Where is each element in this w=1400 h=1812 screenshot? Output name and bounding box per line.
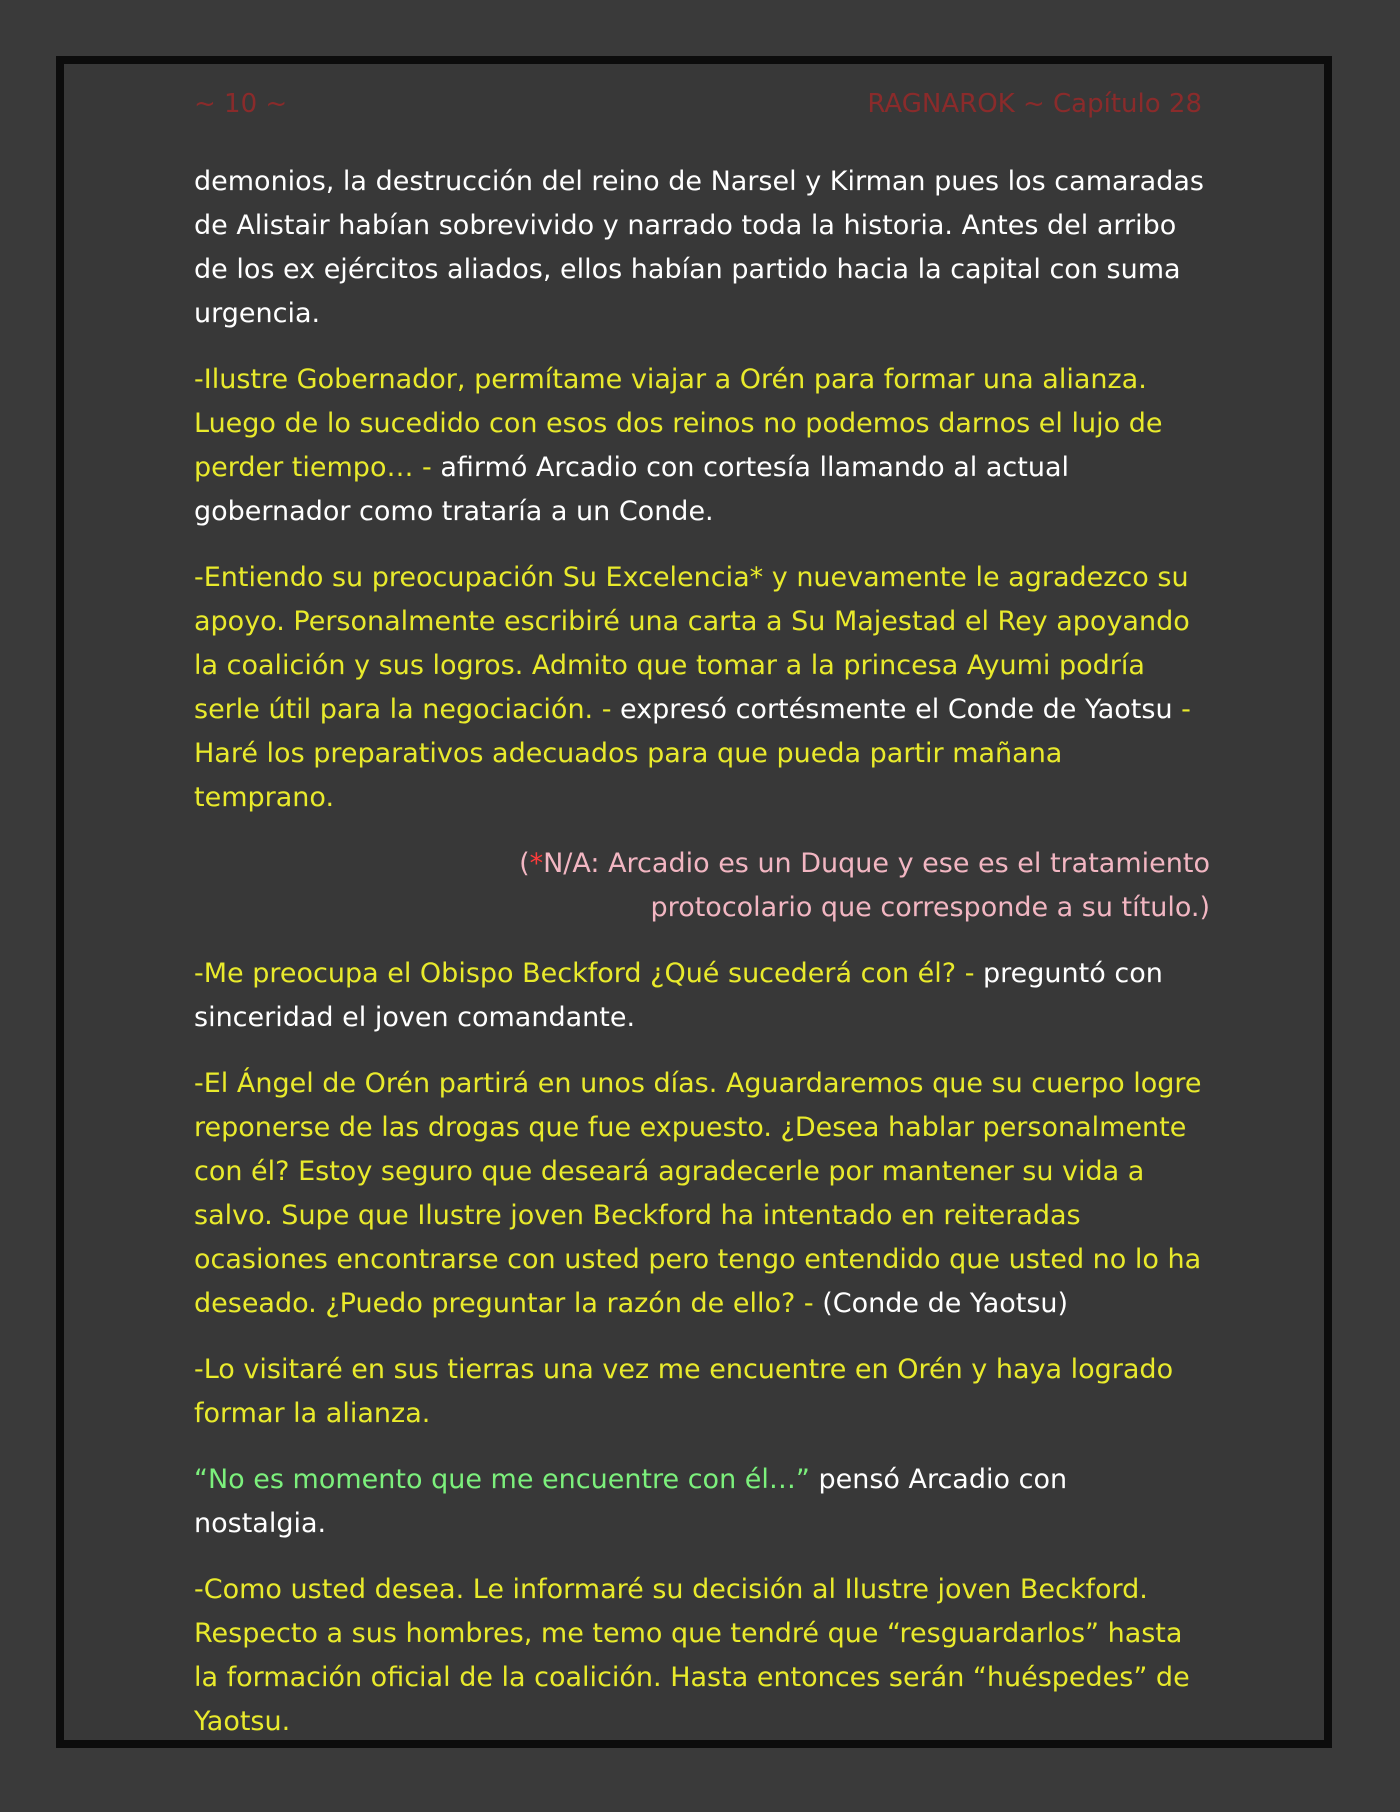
paragraph-6 [194, 1348, 1204, 1436]
note-open-paren: ( [519, 848, 530, 879]
chapter-title: RAGNAROK ~ Capítulo 28 [867, 89, 1202, 119]
dialogue-text-continued: - Haré los preparativos adecuados para que pueda partir mañana temprano. [194, 694, 1191, 813]
page-header [194, 84, 1202, 124]
author-note [194, 842, 1210, 930]
dialogue-text: -Entiendo su preocupación Su Excelencia* y nuevamente le agradezco su apoyo. Personalmente escribiré una carta a Su Majestad el Rey apoyando la coalición y sus logros. Admito que tomar a la princesa Ayumi podría serle útil para la negociación. - [194, 562, 1190, 725]
paragraph-3 [194, 556, 1204, 820]
paragraph-4 [194, 952, 1204, 1040]
paragraph-2 [194, 358, 1204, 534]
note-line-2: protocolario que corresponde a su título.) [650, 892, 1210, 923]
narration-text: pensó Arcadio con nostalgia. [194, 1464, 1068, 1539]
narration-text: (Conde de Yaotsu) [813, 1288, 1069, 1319]
paragraph-8 [194, 1568, 1204, 1744]
narration-text: expresó cortésmente el Conde de Yaotsu [611, 694, 1182, 725]
thought-text: “No es momento que me encuentre con él…” [194, 1464, 810, 1495]
narration-text: demonios, la destrucción del reino de Narsel y Kirman pues los camaradas de Alistair habían sobrevivido y narrado toda la historia. Antes del arribo de los ex ejércitos aliados, ellos habían partido hacia la capital con suma urgencia. [194, 166, 1204, 329]
page-number: ~ 10 ~ [194, 89, 288, 119]
dialogue-text: -Me preocupa el Obispo Beckford ¿Qué sucederá con él? - [194, 958, 975, 989]
narration-text: preguntó con sinceridad el joven comandante. [194, 958, 1163, 1033]
dialogue-text: -Ilustre Gobernador, permítame viajar a Orén para formar una alianza. Luego de lo sucedido con esos dos reinos no podemos darnos el lujo de perder tiempo… - [194, 364, 1163, 483]
note-line-1: N/A: Arcadio es un Duque y ese es el tratamiento [543, 848, 1210, 879]
paragraph-1 [194, 160, 1204, 336]
page-body [194, 160, 1210, 1766]
paragraph-7 [194, 1458, 1204, 1546]
dialogue-text: -Como usted desea. Le informaré su decisión al Ilustre joven Beckford. Respecto a sus hombres, me temo que tendré que “resguardarlos” hasta la formación oficial de la coalición. Hasta entonces serán “huéspedes” de Yaotsu. [194, 1574, 1190, 1737]
note-asterisk: * [529, 848, 544, 879]
dialogue-text: -El Ángel de Orén partirá en unos días. Aguardaremos que su cuerpo logre reponerse de las drogas que fue expuesto. ¿Desea hablar personalmente con él? Estoy seguro que deseará agradecerle por mantener su vida a salvo. Supe que Ilustre joven Beckford ha intentado en reiteradas ocasiones encontrarse con usted pero tengo entendido que usted no lo ha deseado. ¿Puedo preguntar la razón de ello? - [194, 1068, 1202, 1319]
dialogue-text: -Lo visitaré en sus tierras una vez me encuentre en Orén y haya logrado formar la alianza. [194, 1354, 1174, 1429]
paragraph-5 [194, 1062, 1204, 1326]
narration-text: afirmó Arcadio con cortesía llamando al actual gobernador como trataría a un Conde. [194, 452, 1069, 527]
